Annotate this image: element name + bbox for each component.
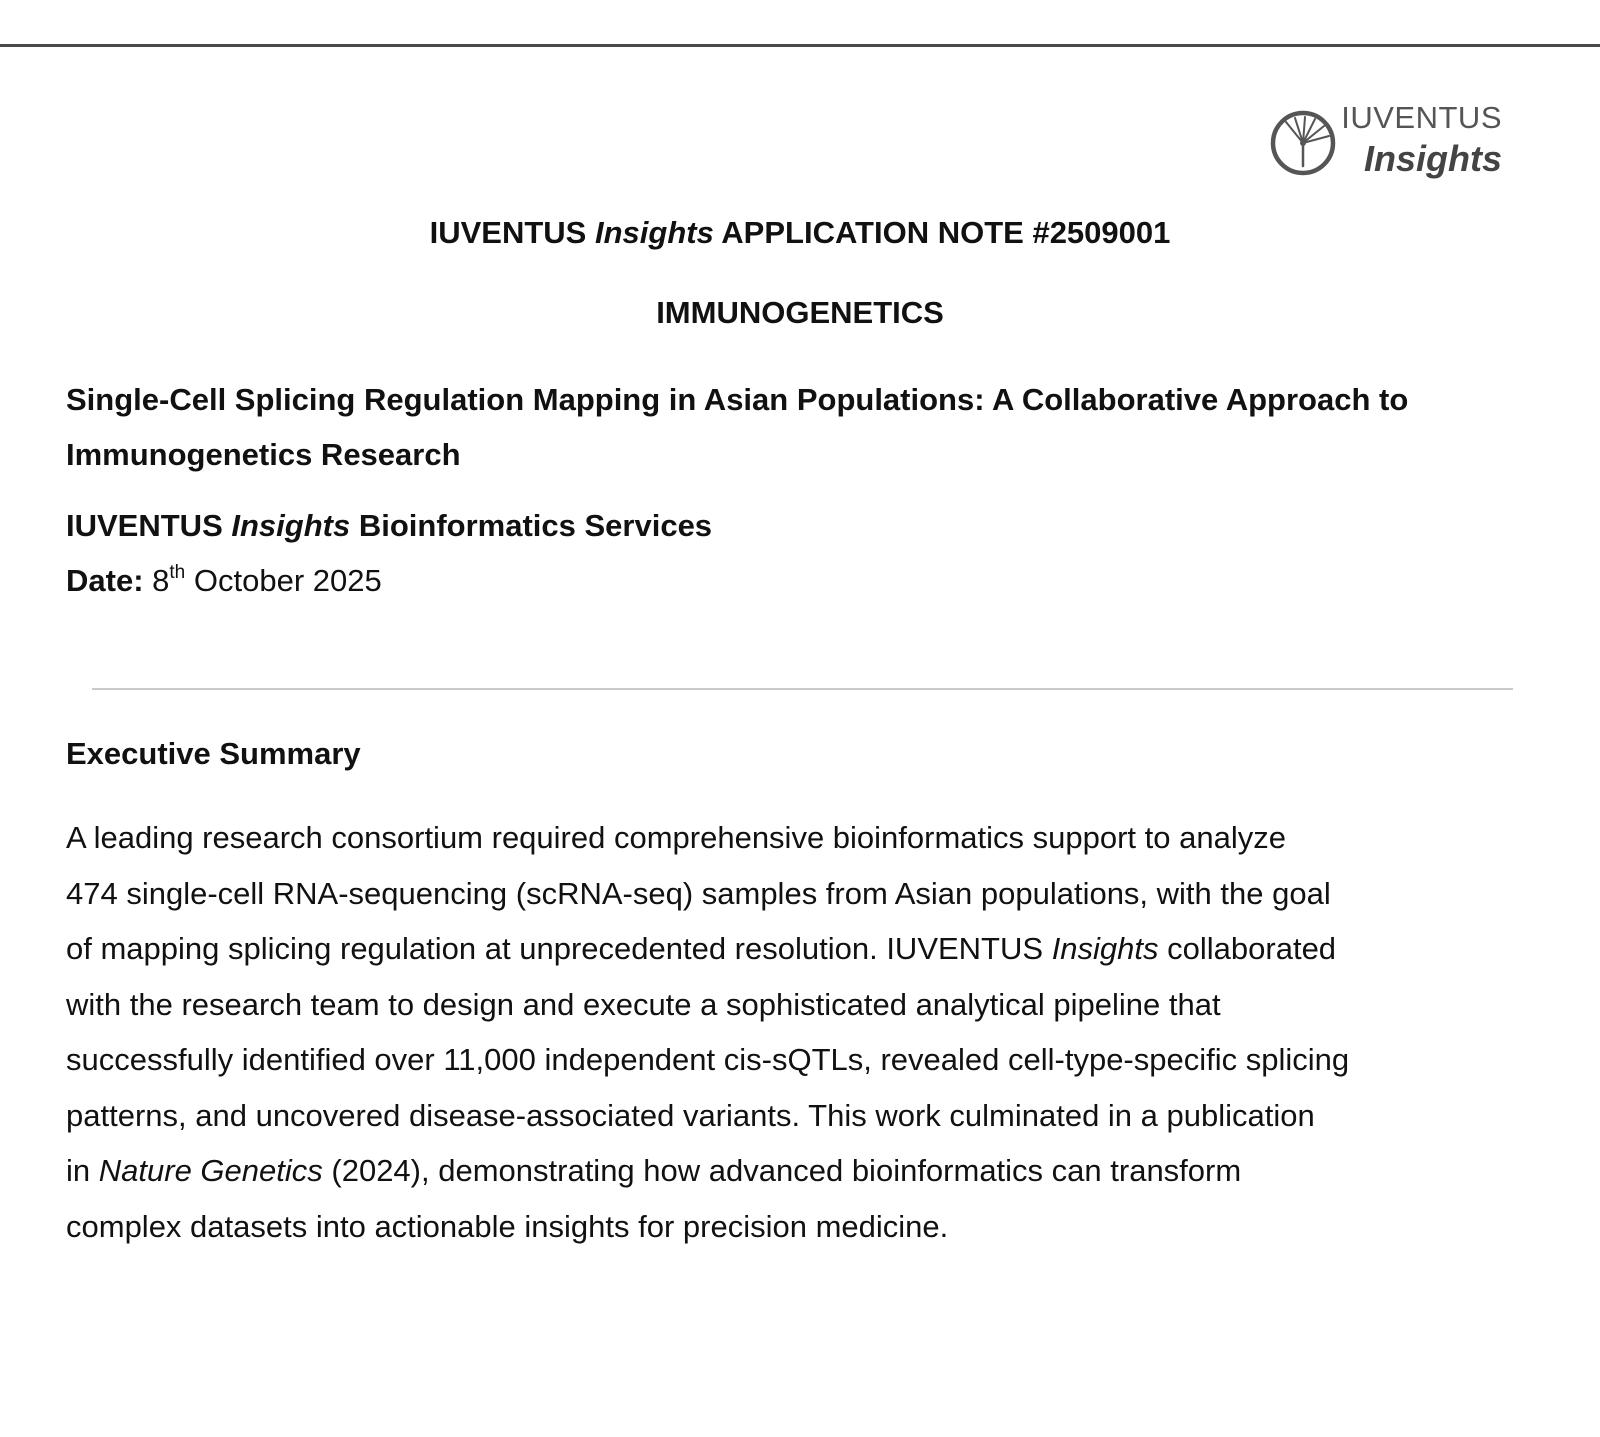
- paragraph-line: [66, 921, 1546, 977]
- date-day: 8: [152, 563, 170, 598]
- org-prefix: IUVENTUS: [66, 508, 223, 543]
- date-label: Date:: [66, 563, 144, 598]
- date-line: [66, 563, 382, 599]
- line-text: in: [66, 1153, 91, 1188]
- paragraph-line: with the research team to design and execute a sophisticated analytical pipeline that: [66, 986, 1221, 1022]
- title-line: Single-Cell Splicing Regulation Mapping in Asian Populations: A Collaborative Approach to: [66, 382, 1409, 417]
- date-rest: October 2025: [193, 563, 382, 598]
- executive-summary-paragraph: [66, 810, 1546, 1254]
- org-brand: Insights: [231, 508, 351, 543]
- executive-summary-heading: Executive Summary: [66, 736, 361, 771]
- line-text: collaborated: [1167, 931, 1337, 966]
- org-suffix: Bioinformatics Services: [358, 508, 713, 543]
- section-heading: IMMUNOGENETICS: [656, 295, 944, 330]
- title-line: Immunogenetics Research: [66, 437, 461, 472]
- journal-name: Nature Genetics: [98, 1153, 323, 1188]
- application-note-heading: [0, 215, 1600, 251]
- paragraph-line: A leading research consortium required comprehensive bioinformatics support to analyze: [66, 820, 1286, 855]
- section-divider: [92, 688, 1513, 690]
- paragraph-line: successfully identified over 11,000 independent cis-sQTLs, revealed cell-type-specific splicing: [66, 1042, 1350, 1077]
- logo-wordmark-top: IUVENTUS: [1341, 100, 1502, 135]
- company-logo: [1268, 100, 1518, 190]
- document-title: [66, 372, 1546, 482]
- line-text: (2024), demonstrating how advanced bioinformatics can transform: [331, 1153, 1242, 1188]
- line-text: of mapping splicing regulation at unprecedented resolution. IUVENTUS: [66, 931, 1044, 966]
- brand-italic: Insights: [1051, 931, 1159, 966]
- clock-dial-icon: [1268, 108, 1338, 178]
- paragraph-line: [66, 1143, 1546, 1199]
- note-prefix: IUVENTUS: [429, 215, 587, 250]
- paragraph-line: 474 single-cell RNA-sequencing (scRNA-seq) samples from Asian populations, with the goal: [66, 875, 1331, 911]
- date-day-suffix: th: [169, 562, 186, 583]
- paragraph-line: patterns, and uncovered disease-associated variants. This work culminated in a publication: [66, 1097, 1315, 1133]
- note-brand: Insights: [594, 215, 714, 250]
- note-suffix: APPLICATION NOTE #2509001: [721, 215, 1171, 250]
- logo-wordmark-bottom: Insights: [1363, 138, 1502, 179]
- paragraph-line: complex datasets into actionable insights for precision medicine.: [66, 1208, 949, 1244]
- organization-line: [66, 508, 712, 544]
- top-border-rule: [0, 44, 1600, 47]
